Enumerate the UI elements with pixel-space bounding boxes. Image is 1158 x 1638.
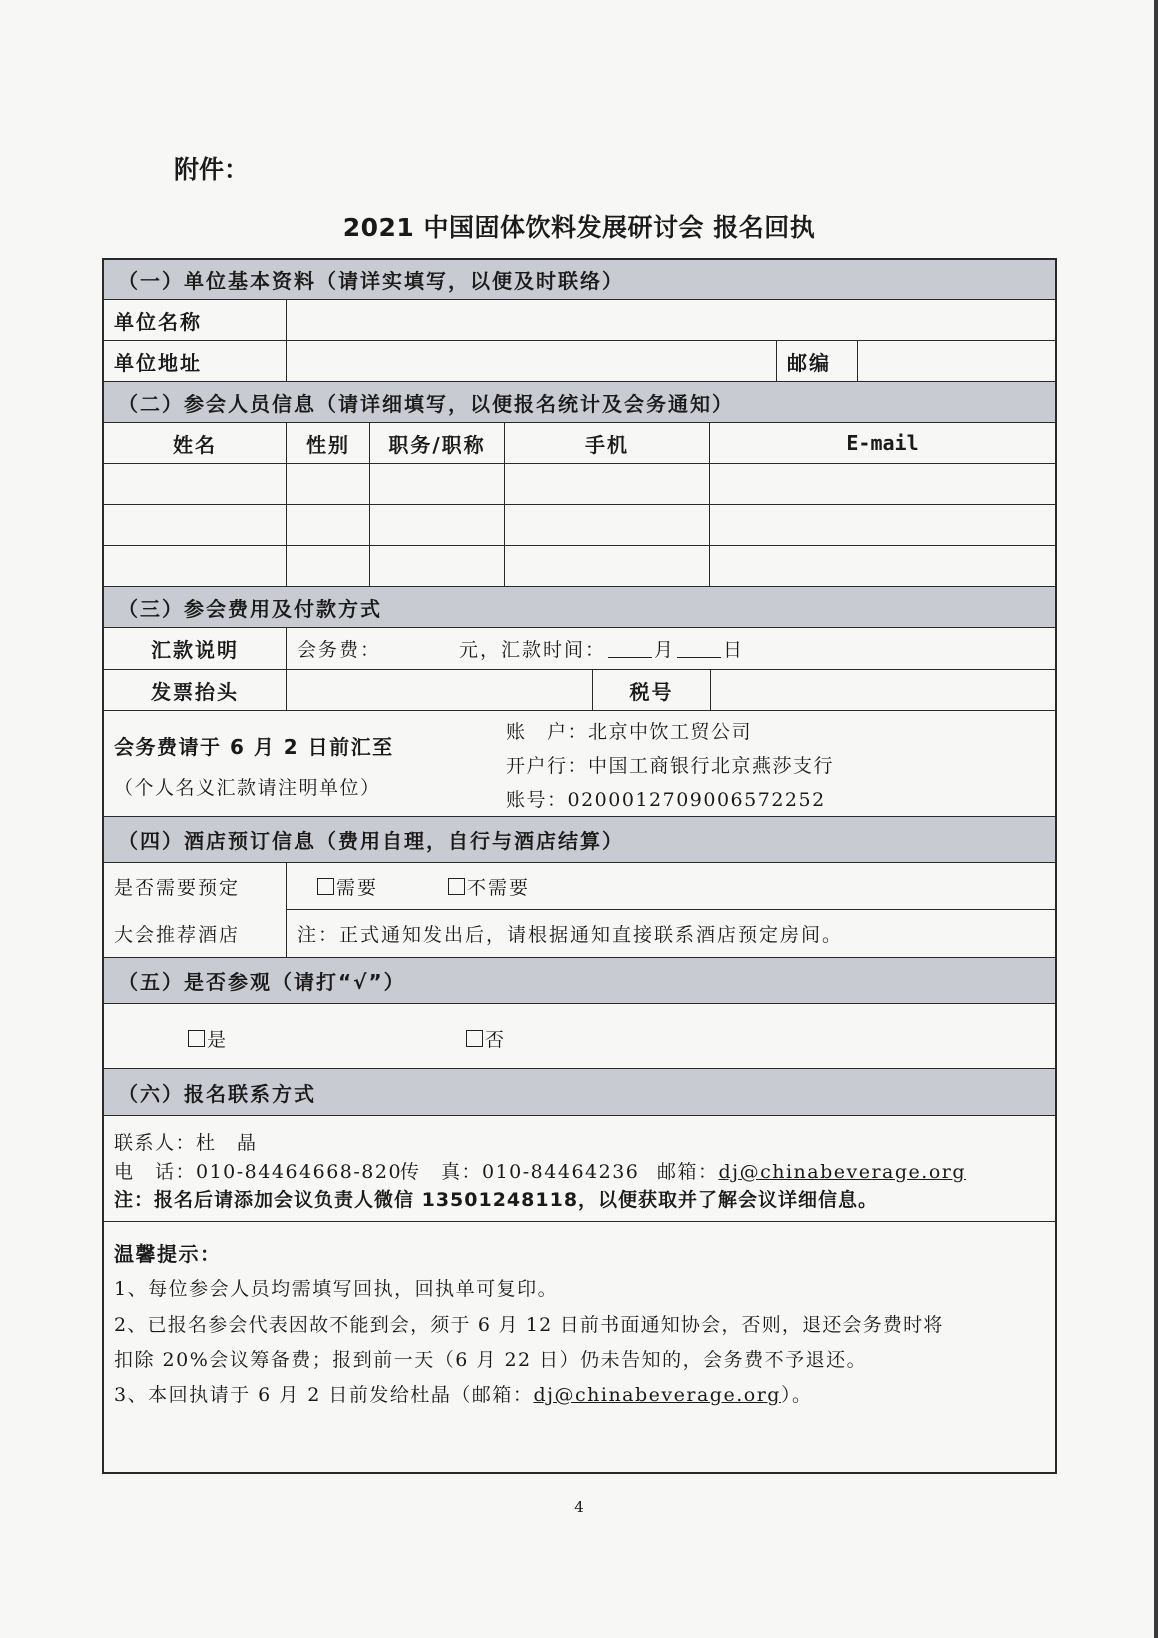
registration-form xyxy=(102,258,1057,1474)
attendee-title-field[interactable] xyxy=(370,505,505,545)
attendee-email-field[interactable] xyxy=(710,505,1055,545)
account-name: 账 户：北京中饮工贸公司 xyxy=(506,721,753,743)
invoice-row xyxy=(104,670,1055,711)
remittance-row xyxy=(104,628,1055,670)
col-gender: 性别 xyxy=(287,423,370,463)
attendee-gender-field[interactable] xyxy=(287,505,370,545)
company-name-label: 单位名称 xyxy=(104,300,287,340)
attachment-label: 附件： xyxy=(174,155,250,184)
month-field[interactable] xyxy=(608,639,652,658)
booking-row xyxy=(287,863,1055,910)
scan-edge xyxy=(1154,0,1158,1638)
attendee-title-field[interactable] xyxy=(370,464,505,504)
section5-header: （五）是否参观（请打“√”） xyxy=(104,958,1055,1004)
section1-header: （一）单位基本资料（请详实填写，以便及时联络） xyxy=(104,260,1055,300)
checkbox-icon xyxy=(466,1030,483,1047)
invoice-title-field[interactable] xyxy=(287,670,593,710)
yuan-time-label: 元，汇款时间： xyxy=(459,639,607,661)
remittance-details xyxy=(287,628,1055,669)
company-address-field[interactable] xyxy=(287,341,777,381)
company-name-row xyxy=(104,300,1055,341)
section3-header: （三）参会费用及付款方式 xyxy=(104,587,1055,628)
attendee-mobile-field[interactable] xyxy=(505,464,710,504)
need-booking-checkbox[interactable]: 需要 xyxy=(317,873,378,900)
tip-2-continued: 扣除 20%会议筹备费；报到前一天（6 月 22 日）仍未告知的，会务费不予退还。 xyxy=(114,1349,868,1371)
payment-info-block xyxy=(104,711,1055,817)
contact-email-line xyxy=(657,1157,966,1184)
booking-options xyxy=(287,863,1055,909)
attendee-gender-field[interactable] xyxy=(287,464,370,504)
tip-3: 3、本回执请于 6 月 2 日前发给杜晶（邮箱：dj@chinabeverage.org）。 xyxy=(114,1384,813,1406)
col-mobile: 手机 xyxy=(505,423,710,463)
attendee-header-row xyxy=(104,423,1055,464)
col-name: 姓名 xyxy=(104,423,287,463)
attendee-row xyxy=(104,505,1055,546)
visit-yes-checkbox[interactable]: 是 xyxy=(188,1025,228,1052)
col-title: 职务/职称 xyxy=(370,423,505,463)
recommended-hotel-note: 注：正式通知发出后，请根据通知直接联系酒店预定房间。 xyxy=(297,924,844,946)
attendee-gender-field[interactable] xyxy=(287,546,370,586)
attendee-name-field[interactable] xyxy=(104,464,287,504)
company-name-field[interactable] xyxy=(287,300,1055,340)
visit-no-checkbox[interactable]: 否 xyxy=(466,1025,506,1052)
attendee-mobile-field[interactable] xyxy=(505,505,710,545)
contact-fax: 传 真：010-84464236 xyxy=(400,1161,640,1183)
contact-block xyxy=(104,1116,1055,1222)
attendee-row xyxy=(104,546,1055,587)
day-label: 日 xyxy=(723,639,745,661)
attendee-row xyxy=(104,464,1055,505)
attendee-email-field[interactable] xyxy=(710,464,1055,504)
recommended-hotel-label: 大会推荐酒店 xyxy=(104,910,287,957)
invoice-title-label: 发票抬头 xyxy=(104,670,287,710)
email-link[interactable]: dj@chinabeverage.org xyxy=(718,1161,967,1183)
attendee-name-field[interactable] xyxy=(104,546,287,586)
account-number: 账号：0200012709006572252 xyxy=(506,789,826,811)
day-field[interactable] xyxy=(677,639,721,658)
checkbox-icon xyxy=(188,1030,205,1047)
personal-remittance-note: （个人名义汇款请注明单位） xyxy=(114,777,381,799)
contact-phone: 电 话：010-84464668-820 xyxy=(114,1161,403,1183)
attendee-mobile-field[interactable] xyxy=(505,546,710,586)
contact-person: 联系人：杜 晶 xyxy=(114,1132,258,1154)
tip-1: 1、每位参会人员均需填写回执，回执单可复印。 xyxy=(114,1278,559,1300)
page-title: 2021 中国固体饮料发展研讨会 报名回执 xyxy=(342,213,816,242)
month-label: 月 xyxy=(654,639,676,661)
need-booking-label: 是否需要预定 xyxy=(104,863,287,910)
payment-deadline: 会务费请于 6 月 2 日前汇至 xyxy=(114,735,394,759)
tips-title: 温馨提示： xyxy=(114,1242,222,1266)
bank-name: 开户行：中国工商银行北京燕莎支行 xyxy=(506,755,835,777)
fee-label: 会务费： xyxy=(297,639,382,661)
tips-block xyxy=(104,1222,1055,1472)
attendee-email-field[interactable] xyxy=(710,546,1055,586)
tip-2: 2、已报名参会代表因故不能到会，须于 6 月 12 日前书面通知协会，否则，退还会务费时将 xyxy=(114,1314,944,1336)
postcode-label: 邮编 xyxy=(777,341,858,381)
no-booking-checkbox[interactable]: 不需要 xyxy=(448,873,530,900)
company-address-label: 单位地址 xyxy=(104,341,287,381)
company-address-row xyxy=(104,341,1055,382)
wechat-note: 注：报名后请添加会议负责人微信 13501248118，以便获取并了解会议详细信息。 xyxy=(114,1189,879,1211)
email-label: 邮箱： xyxy=(657,1161,719,1183)
tax-id-field[interactable] xyxy=(711,670,1055,710)
attendee-name-field[interactable] xyxy=(104,505,287,545)
visit-row xyxy=(104,1004,1055,1069)
remittance-label: 汇款说明 xyxy=(104,628,287,669)
section2-header: （二）参会人员信息（请详细填写，以便报名统计及会务通知） xyxy=(104,382,1055,423)
postcode-field[interactable] xyxy=(858,341,1055,381)
checkbox-icon xyxy=(317,878,334,895)
section4-header: （四）酒店预订信息（费用自理，自行与酒店结算） xyxy=(104,817,1055,863)
recommended-hotel-row xyxy=(104,910,1055,958)
col-email: E-mail xyxy=(846,431,919,455)
page-number: 4 xyxy=(574,1498,584,1516)
attendee-title-field[interactable] xyxy=(370,546,505,586)
tax-id-label: 税号 xyxy=(593,670,711,710)
section6-header: （六）报名联系方式 xyxy=(104,1069,1055,1116)
checkbox-icon xyxy=(448,878,465,895)
tip-email-link[interactable]: dj@chinabeverage.org xyxy=(533,1384,781,1406)
